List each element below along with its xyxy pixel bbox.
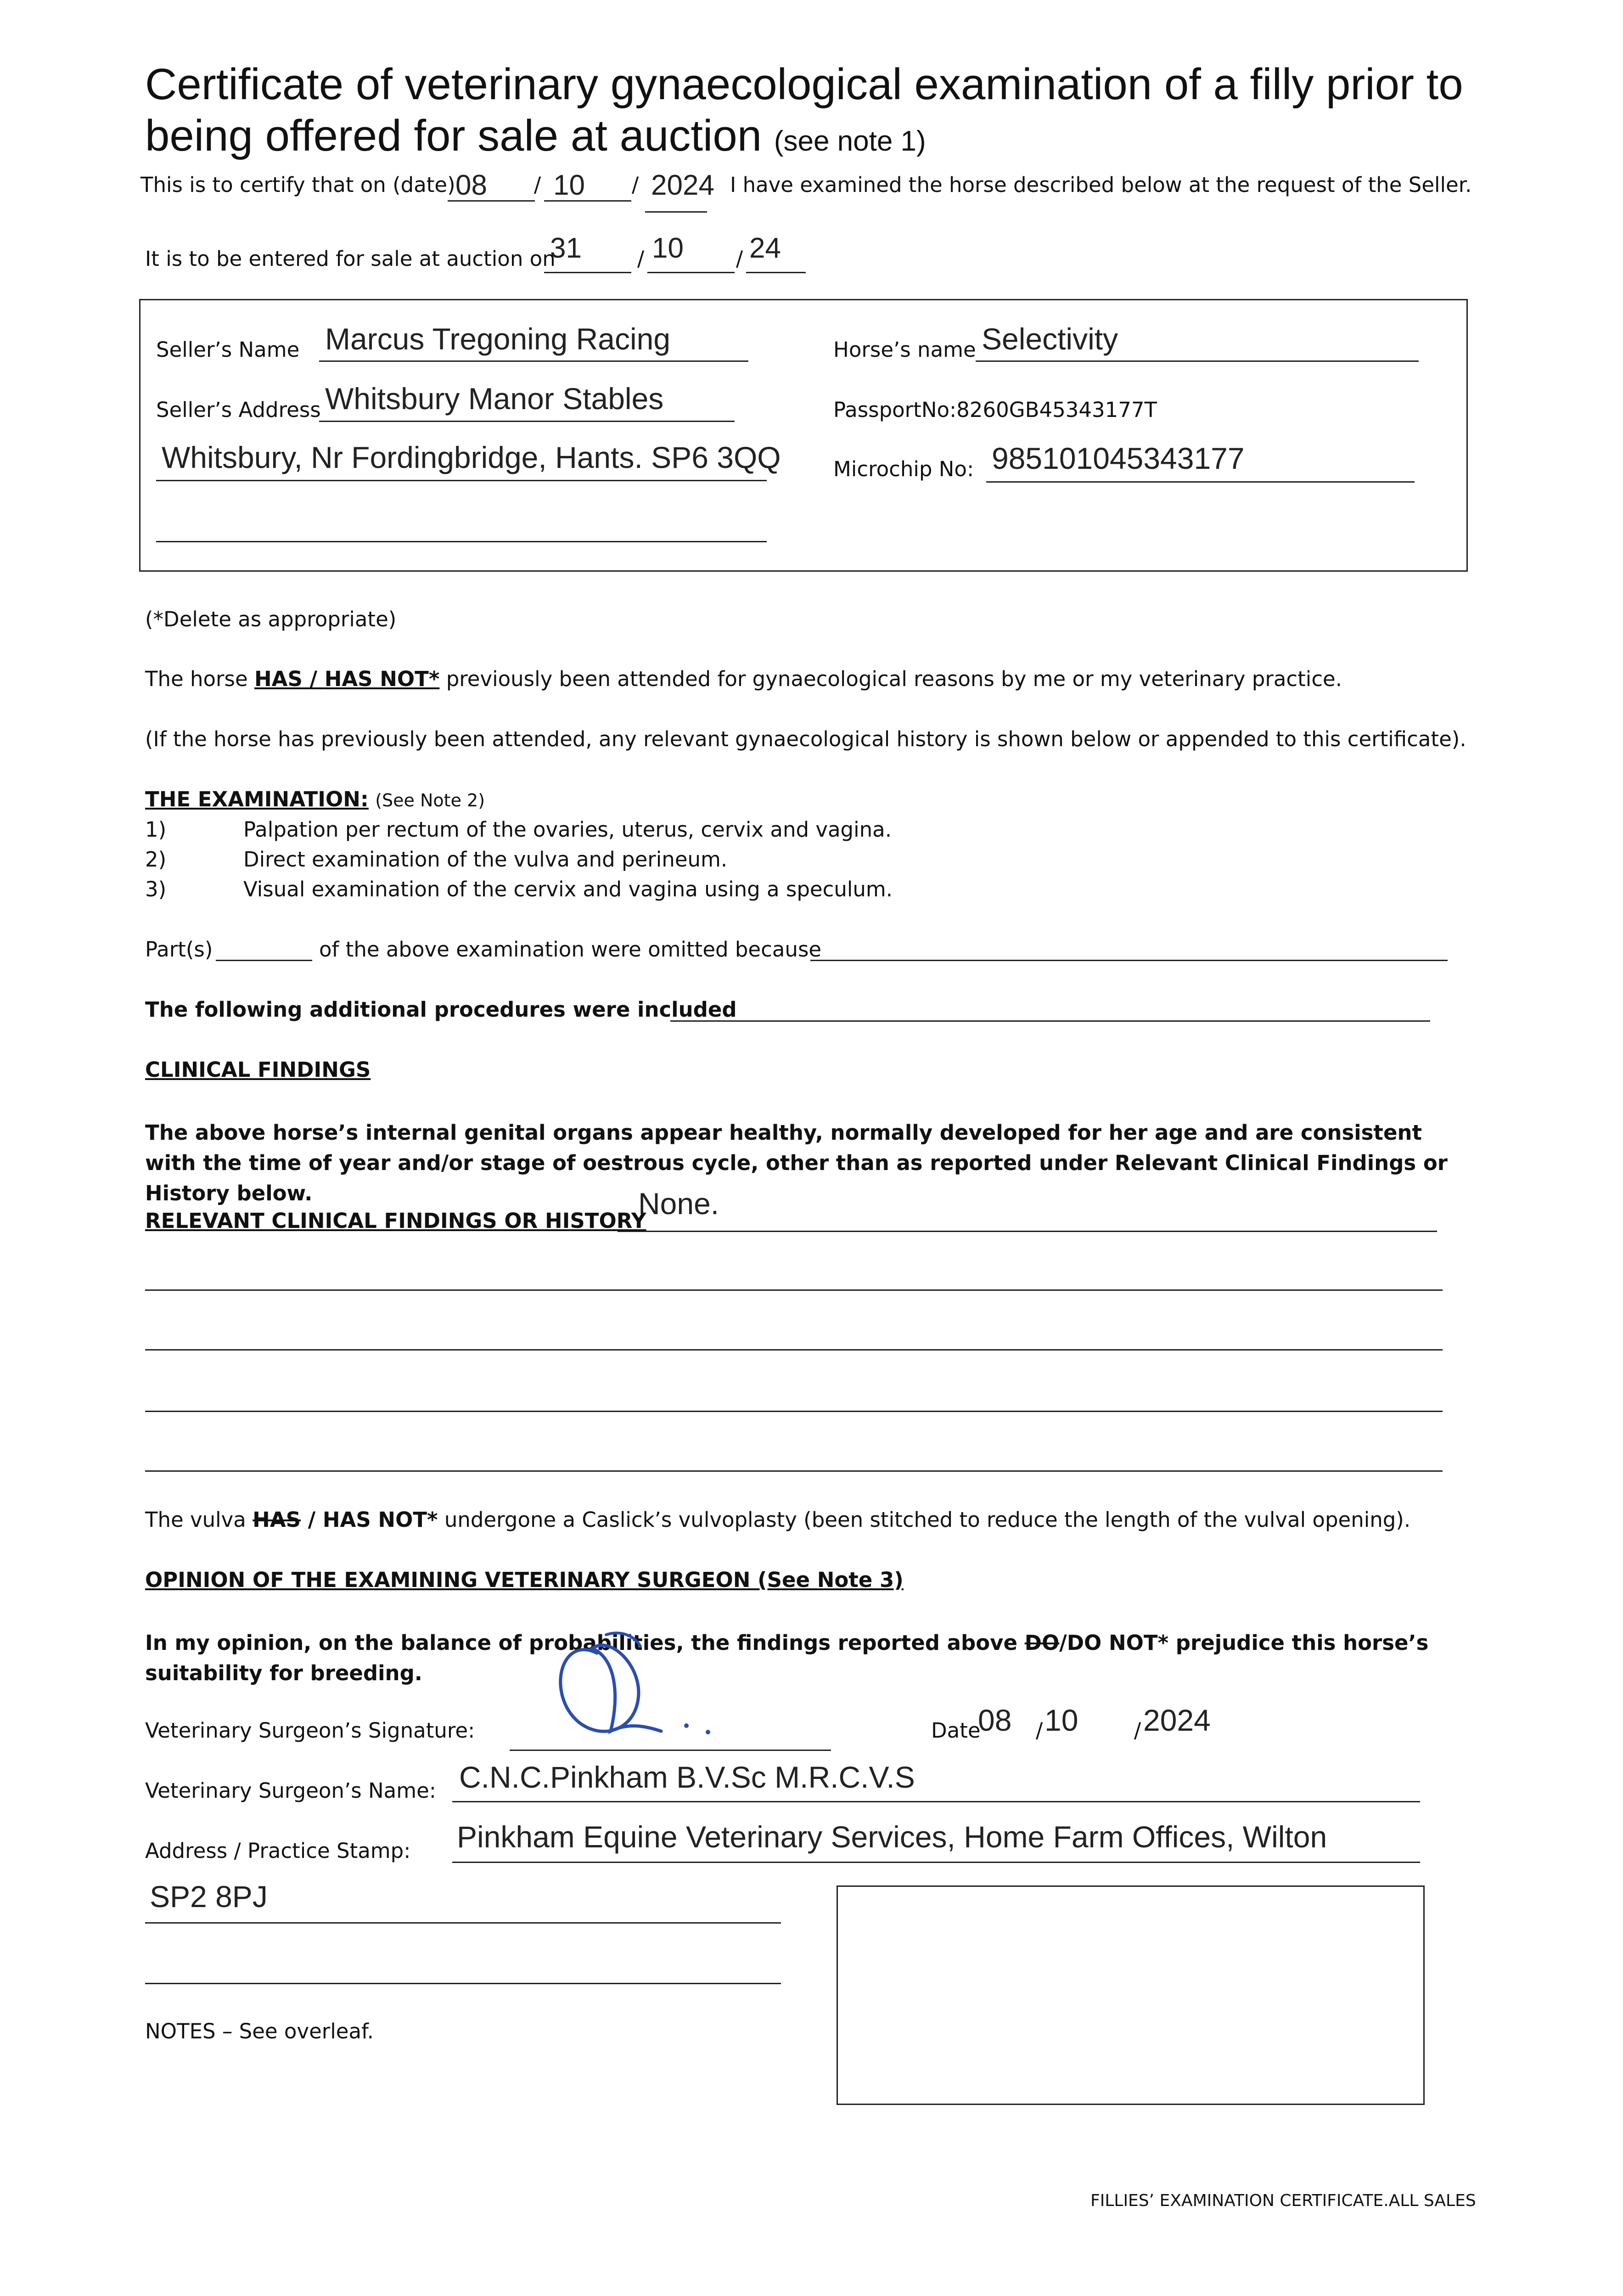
omitted-reason-label: of the above examination were omitted because: [319, 937, 822, 962]
microchip-label: Microchip No:: [833, 457, 974, 481]
signature-date-day: 08: [978, 1703, 1012, 1737]
exam-item-text: Direct examination of the vulva and perineum.: [243, 847, 728, 872]
horse-name-label: Horse’s name: [833, 338, 976, 362]
vulva-statement: The vulva HAS / HAS NOT* undergone a Caslick’s vulvoplasty (been stitched to reduce the length of the vulval opening).: [145, 1508, 1411, 1532]
certify-suffix: I have examined the horse described below at the request of the Seller.: [730, 173, 1472, 197]
seller-address-line2: Whitsbury, Nr Fordingbridge, Hants. SP6 3QQ: [162, 440, 781, 474]
certify-year: 2024: [651, 169, 714, 201]
signature-scribble: [542, 1616, 735, 1754]
vulva-has-not: HAS NOT*: [322, 1508, 438, 1532]
opinion-statement: In my opinion, on the balance of probabilities, the findings reported above DO/DO NOT* prejudice this horse’s suitability for breeding.: [145, 1631, 1429, 1685]
clinical-statement: The above horse’s internal genital organs appear healthy, normally developed for her age and are consistent with the time of year and/or stage of oestrous cycle, other than as reported under Relevant Clinical Findings or History below.: [145, 1120, 1448, 1205]
auction-month: 10: [652, 232, 684, 264]
delete-note: (*Delete as appropriate): [145, 607, 397, 631]
practice-address-label: Address / Practice Stamp:: [145, 1839, 411, 1863]
auction-year: 24: [749, 232, 781, 264]
signature-date-label: Date: [931, 1718, 981, 1743]
practice-stamp-box: [837, 1885, 1425, 2105]
seller-address-line1: Whitsbury Manor Stables: [325, 382, 664, 416]
exam-item-text: Visual examination of the cervix and vagina using a speculum.: [243, 877, 893, 901]
notes-label: NOTES – See overleaf.: [145, 2019, 374, 2043]
practice-address-line1: Pinkham Equine Veterinary Services, Home Farm Offices, Wilton: [457, 1820, 1327, 1854]
signature-date-month: 10: [1045, 1703, 1078, 1737]
seller-name-label: Seller’s Name: [156, 338, 300, 362]
exam-item-text: Palpation per rectum of the ovaries, uterus, cervix and vagina.: [243, 817, 892, 842]
practice-address-line2: SP2 8PJ: [150, 1880, 268, 1913]
seller-address-label: Seller’s Address: [156, 398, 321, 422]
vulva-has-struck: HAS: [253, 1508, 301, 1532]
opinion-do-not: /DO NOT*: [1059, 1631, 1169, 1655]
exam-item-num: 2): [145, 847, 167, 872]
title-main: Certificate of veterinary gynaecological examination of a filly prior to being offered for sale at auction: [145, 60, 1463, 160]
microchip-number: 985101045343177: [992, 441, 1245, 475]
relevant-findings-value: None.: [638, 1187, 719, 1221]
auction-day: 31: [550, 232, 582, 264]
seller-name: Marcus Tregoning Racing: [325, 322, 671, 356]
omitted-part-label: Part(s): [145, 937, 213, 962]
exam-item-num: 1): [145, 817, 167, 842]
passport-number: PassportNo:8260GB45343177T: [833, 398, 1157, 422]
surgeon-name: C.N.C.Pinkham B.V.Sc M.R.C.V.S: [459, 1760, 915, 1794]
examination-heading: THE EXAMINATION: (See Note 2): [145, 787, 485, 811]
exam-item-num: 3): [145, 877, 167, 901]
opinion-do-struck: DO: [1024, 1631, 1060, 1655]
attended-has-struck: HAS: [254, 667, 303, 691]
attended-statement: The horse HAS / HAS NOT* previously been attended for gynaecological reasons by me or my veterinary practice.: [145, 667, 1342, 691]
attended-has-not: HAS NOT*: [324, 667, 440, 691]
title-note: (see note 1): [774, 125, 926, 157]
certify-day: 08: [455, 169, 487, 201]
signature-date-year: 2024: [1143, 1703, 1211, 1737]
history-note: (If the horse has previously been attended, any relevant gynaecological history is shown below or appended to this certificate).: [145, 727, 1466, 751]
surgeon-name-label: Veterinary Surgeon’s Name:: [145, 1778, 436, 1803]
auction-prefix: It is to be entered for sale at auction on: [145, 247, 556, 271]
signature-label: Veterinary Surgeon’s Signature:: [145, 1718, 475, 1743]
clinical-findings-heading: CLINICAL FINDINGS: [145, 1058, 371, 1082]
relevant-findings-label: RELEVANT CLINICAL FINDINGS OR HISTORY: [145, 1209, 646, 1233]
opinion-heading: OPINION OF THE EXAMINING VETERINARY SURGEON (See Note 3): [145, 1568, 904, 1592]
page-title: [145, 59, 1522, 167]
additional-procedures-label: The following additional procedures were included: [145, 997, 737, 1022]
horse-name: Selectivity: [982, 322, 1118, 356]
certify-month: 10: [553, 169, 585, 201]
certify-prefix: This is to certify that on (date): [140, 173, 455, 197]
footer-label: FILLIES’ EXAMINATION CERTIFICATE.ALL SALES: [1090, 2191, 1476, 2210]
